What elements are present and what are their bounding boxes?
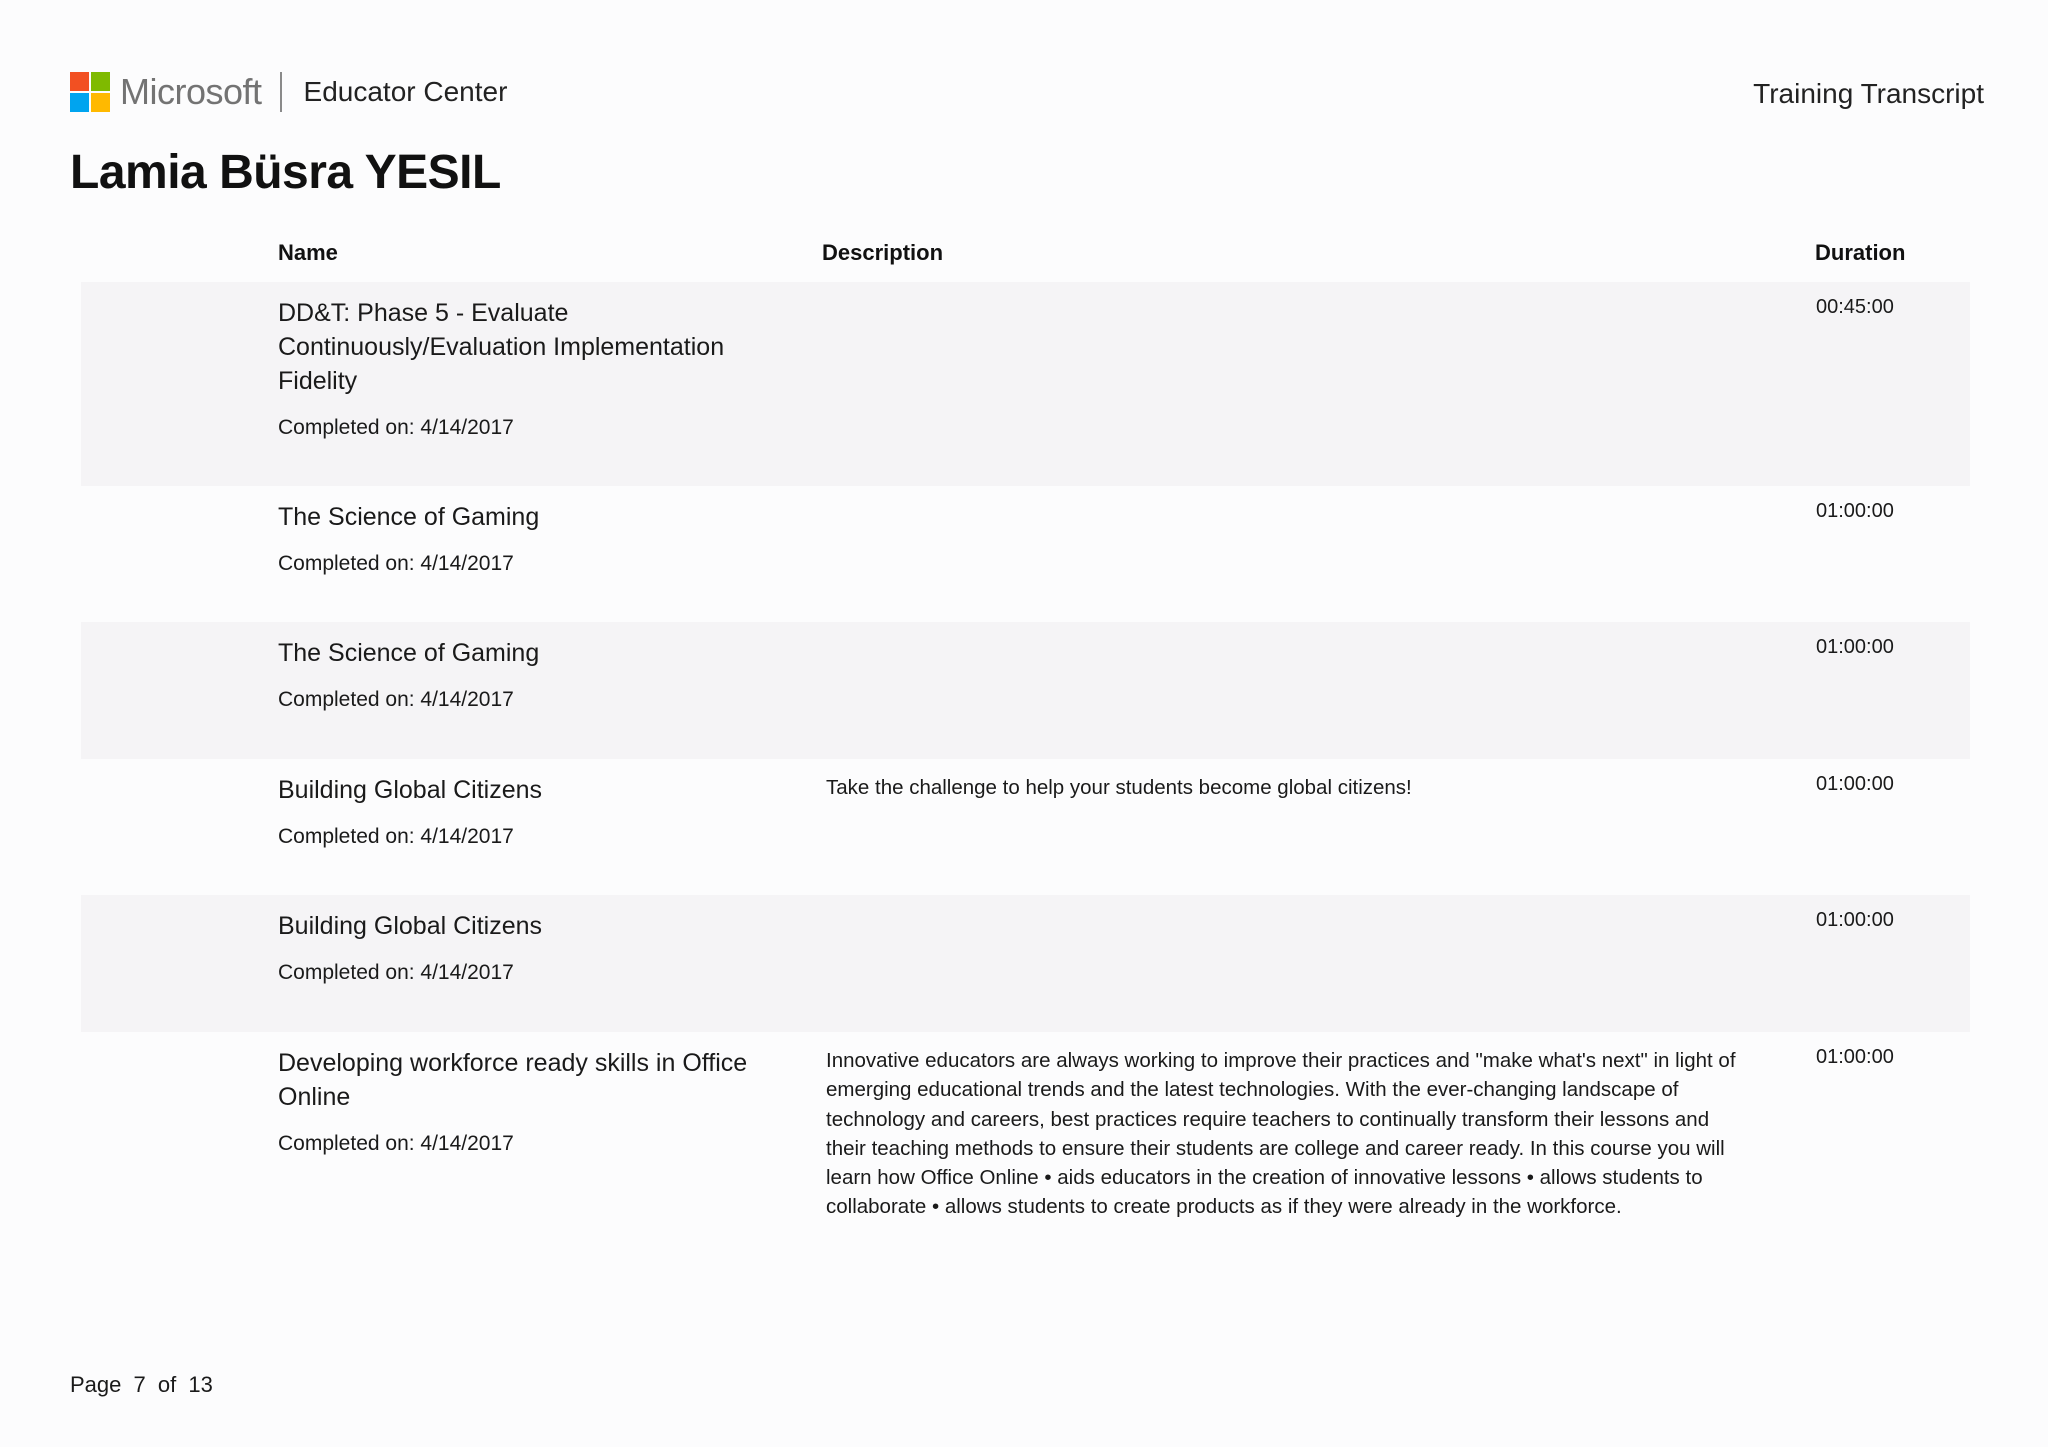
course-duration: 01:00:00 xyxy=(1816,909,1894,931)
logo-square-blue xyxy=(70,93,89,112)
brand-name: Microsoft xyxy=(120,71,262,112)
course-name: Developing workforce ready skills in Office Online xyxy=(278,1049,748,1111)
course-name: DD&T: Phase 5 - Evaluate Continuously/Evaluation Implementation Fidelity xyxy=(278,299,725,395)
course-duration: 01:00:00 xyxy=(1816,773,1894,795)
course-duration: 01:00:00 xyxy=(1816,636,1894,658)
document-type-label: Training Transcript xyxy=(1753,78,1984,109)
transcript-table xyxy=(81,230,1970,1292)
person-name: Lamia Büsra YESIL xyxy=(70,146,501,199)
name-cell xyxy=(278,773,778,849)
course-name: Building Global Citizens xyxy=(278,776,543,804)
name-cell xyxy=(278,296,778,440)
logo-square-red xyxy=(70,72,89,91)
course-name: Building Global Citizens xyxy=(278,912,543,940)
windows-logo-icon xyxy=(70,72,110,112)
name-cell xyxy=(278,909,778,985)
name-cell xyxy=(278,636,778,712)
microsoft-logo[interactable] xyxy=(70,71,507,113)
section-title: Educator Center xyxy=(303,76,508,107)
table-row xyxy=(81,895,1970,1032)
course-description: Innovative educators are always working to improve their practices and "make what's next" in light of emerging educational trends and the latest technologies. With the ever-changing landscape of technology and careers, best practices require teachers to continually transform their lessons and their teaching methods to ensure their students are college and career ready. In this course you will learn how Office Online • aids educators in the creation of innovative lessons • allows students to collaborate • allows students to create products as if they were already in the workforce. xyxy=(826,1049,1736,1219)
completed-date: Completed on: 4/14/2017 xyxy=(278,688,514,711)
course-name: The Science of Gaming xyxy=(278,639,540,667)
table-row xyxy=(81,622,1970,759)
completed-date: Completed on: 4/14/2017 xyxy=(278,1132,514,1155)
completed-date: Completed on: 4/14/2017 xyxy=(278,416,514,439)
logo-square-yellow xyxy=(91,93,110,112)
page-total: 13 xyxy=(188,1372,213,1397)
course-description: Take the challenge to help your students become global citizens! xyxy=(826,776,1412,799)
course-duration: 01:00:00 xyxy=(1816,500,1894,522)
page-of-label: of xyxy=(157,1372,177,1397)
table-row xyxy=(81,1032,1970,1292)
name-cell xyxy=(278,1046,778,1156)
course-duration: 01:00:00 xyxy=(1816,1046,1894,1068)
name-cell xyxy=(278,500,778,576)
course-name: The Science of Gaming xyxy=(278,503,540,531)
column-header-duration: Duration xyxy=(1815,240,1906,265)
table-row xyxy=(81,486,1970,622)
table-row xyxy=(81,759,1970,895)
logo-divider xyxy=(280,72,282,112)
completed-date: Completed on: 4/14/2017 xyxy=(278,825,514,848)
column-header-description: Description xyxy=(822,240,944,265)
table-row xyxy=(81,282,1970,486)
completed-date: Completed on: 4/14/2017 xyxy=(278,961,514,984)
column-header-name: Name xyxy=(278,240,338,265)
page-current: 7 xyxy=(133,1372,146,1397)
course-duration: 00:45:00 xyxy=(1816,296,1894,318)
page-header xyxy=(70,68,1984,116)
logo-square-green xyxy=(91,72,110,91)
completed-date: Completed on: 4/14/2017 xyxy=(278,552,514,575)
table-header xyxy=(81,230,1970,282)
page-label: Page xyxy=(70,1372,122,1397)
page-indicator xyxy=(70,1372,219,1398)
